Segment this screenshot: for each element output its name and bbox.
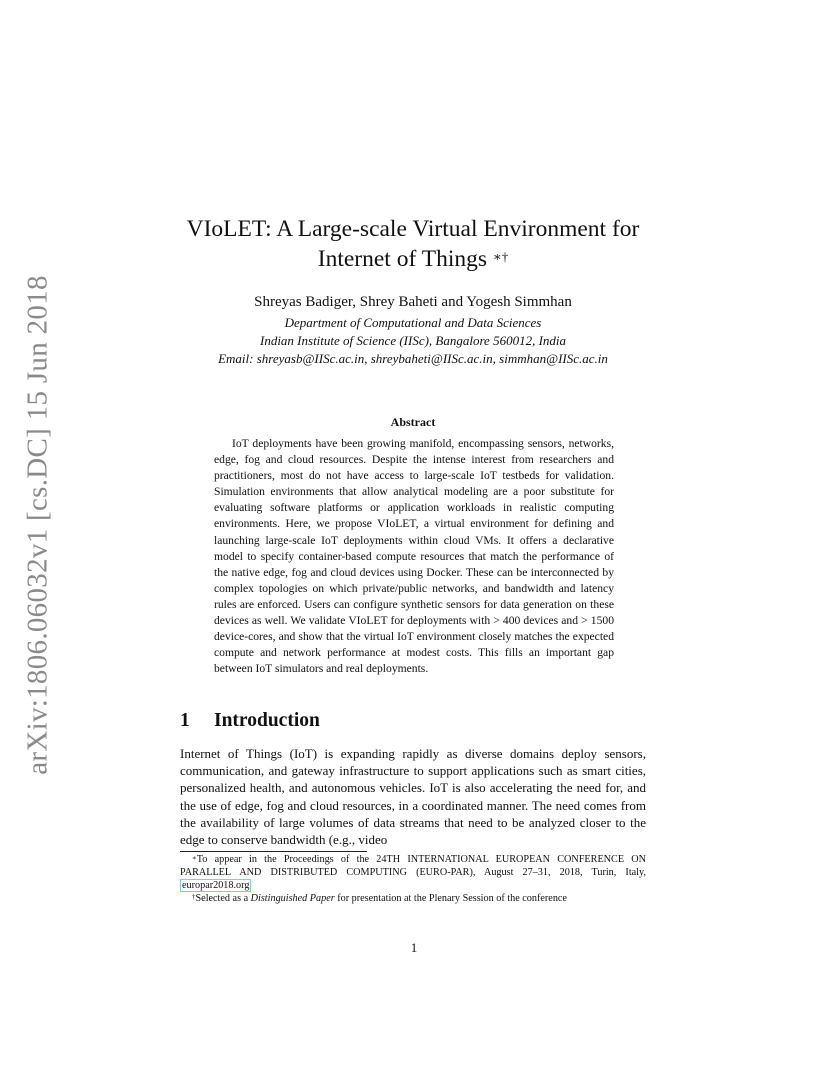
footnote-1 — [180, 853, 646, 892]
footnote-1-mark: ∗ — [192, 854, 197, 862]
title-footnote-marks: ∗† — [492, 249, 509, 264]
paper-title — [130, 214, 696, 274]
footnote-2-emphasis: Distinguished Paper — [250, 893, 335, 904]
section-heading-introduction — [180, 710, 320, 732]
footnote-1-text: To appear in the Proceedings of the 24TH INTERNATIONAL EUROPEAN CONFERENCE ON PARALLEL AND DISTRIBUTED COMPUTING (EURO-PAR), August 27–31, 2018, Turin, Italy, — [180, 854, 646, 878]
footnote-2-prefix: Selected as a — [195, 893, 249, 904]
page-number: 1 — [410, 940, 418, 955]
abstract-text: IoT deployments have been growing manifold, encompassing sensors, networks, edge, fog and cloud resources. Despite the intense interest from researchers and practitioners, most do not have access to large-scale IoT testbeds for validation. Simulation environments that allow analytical modeling are a poor substitute for evaluating software platforms or application workloads in realistic computing environments. Here, we propose VIoLET, a virtual environment for defining and launching large-scale IoT deployments within cloud VMs. It offers a declarative model to specify container-based compute resources that match the performance of the native edge, fog and cloud devices using Docker. These can be interconnected by complex topologies on which private/public networks, and bandwidth and latency rules are enforced. Users can configure synthetic sensors for data generation on these devices as well. We validate VIoLET for deployments with > 400 devices and > 1500 device-cores, and show that the virtual IoT environment closely matches the expected compute and network performance at modest costs. This fills an important gap between IoT simulators and real deployments. — [214, 437, 614, 676]
affiliation-department: Department of Computational and Data Sciences — [284, 315, 542, 330]
author-list: Shreyas Badiger, Shrey Baheti and Yogesh Simmhan — [254, 294, 572, 310]
footnote-2-mark: † — [192, 893, 196, 901]
author-emails: Email: shreyasb@IISc.ac.in, shreybaheti@IISc.ac.in, simmhan@IISc.ac.in — [218, 351, 608, 366]
paper-title-line-2 — [130, 244, 696, 274]
footnote-divider — [180, 851, 367, 852]
section-number: 1 — [180, 710, 190, 731]
arxiv-identifier-stamp: arXiv:1806.06032v1 [cs.DC] 15 Jun 2018 — [21, 275, 54, 775]
affiliation-institute: Indian Institute of Science (IISc), Bangalore 560012, India — [259, 333, 567, 348]
footnote-2 — [180, 892, 646, 905]
section-title: Introduction — [214, 710, 320, 731]
footnotes — [180, 853, 646, 905]
introduction-paragraph: Internet of Things (IoT) is expanding rapidly as diverse domains deploy sensors, communication, and gateway infrastructure to support applications such as smart cities, personalized health, and autonomous vehicles. IoT is also accelerating the need for, and the use of edge, fog and cloud resources, in a coordinated manner. The need comes from the availability of large volumes of data streams that need to be analyzed closer to the edge to conserve bandwidth (e.g., video — [180, 746, 646, 848]
conference-link[interactable]: europar2018.org — [182, 880, 250, 891]
paper-title-line-1: VIoLET: A Large-scale Virtual Environment for — [186, 216, 640, 242]
abstract-heading: Abstract — [390, 415, 436, 429]
paper-title-line-2-text: Internet of Things — [317, 246, 488, 272]
footnote-2-suffix: for presentation at the Plenary Session of the conference — [337, 893, 567, 904]
